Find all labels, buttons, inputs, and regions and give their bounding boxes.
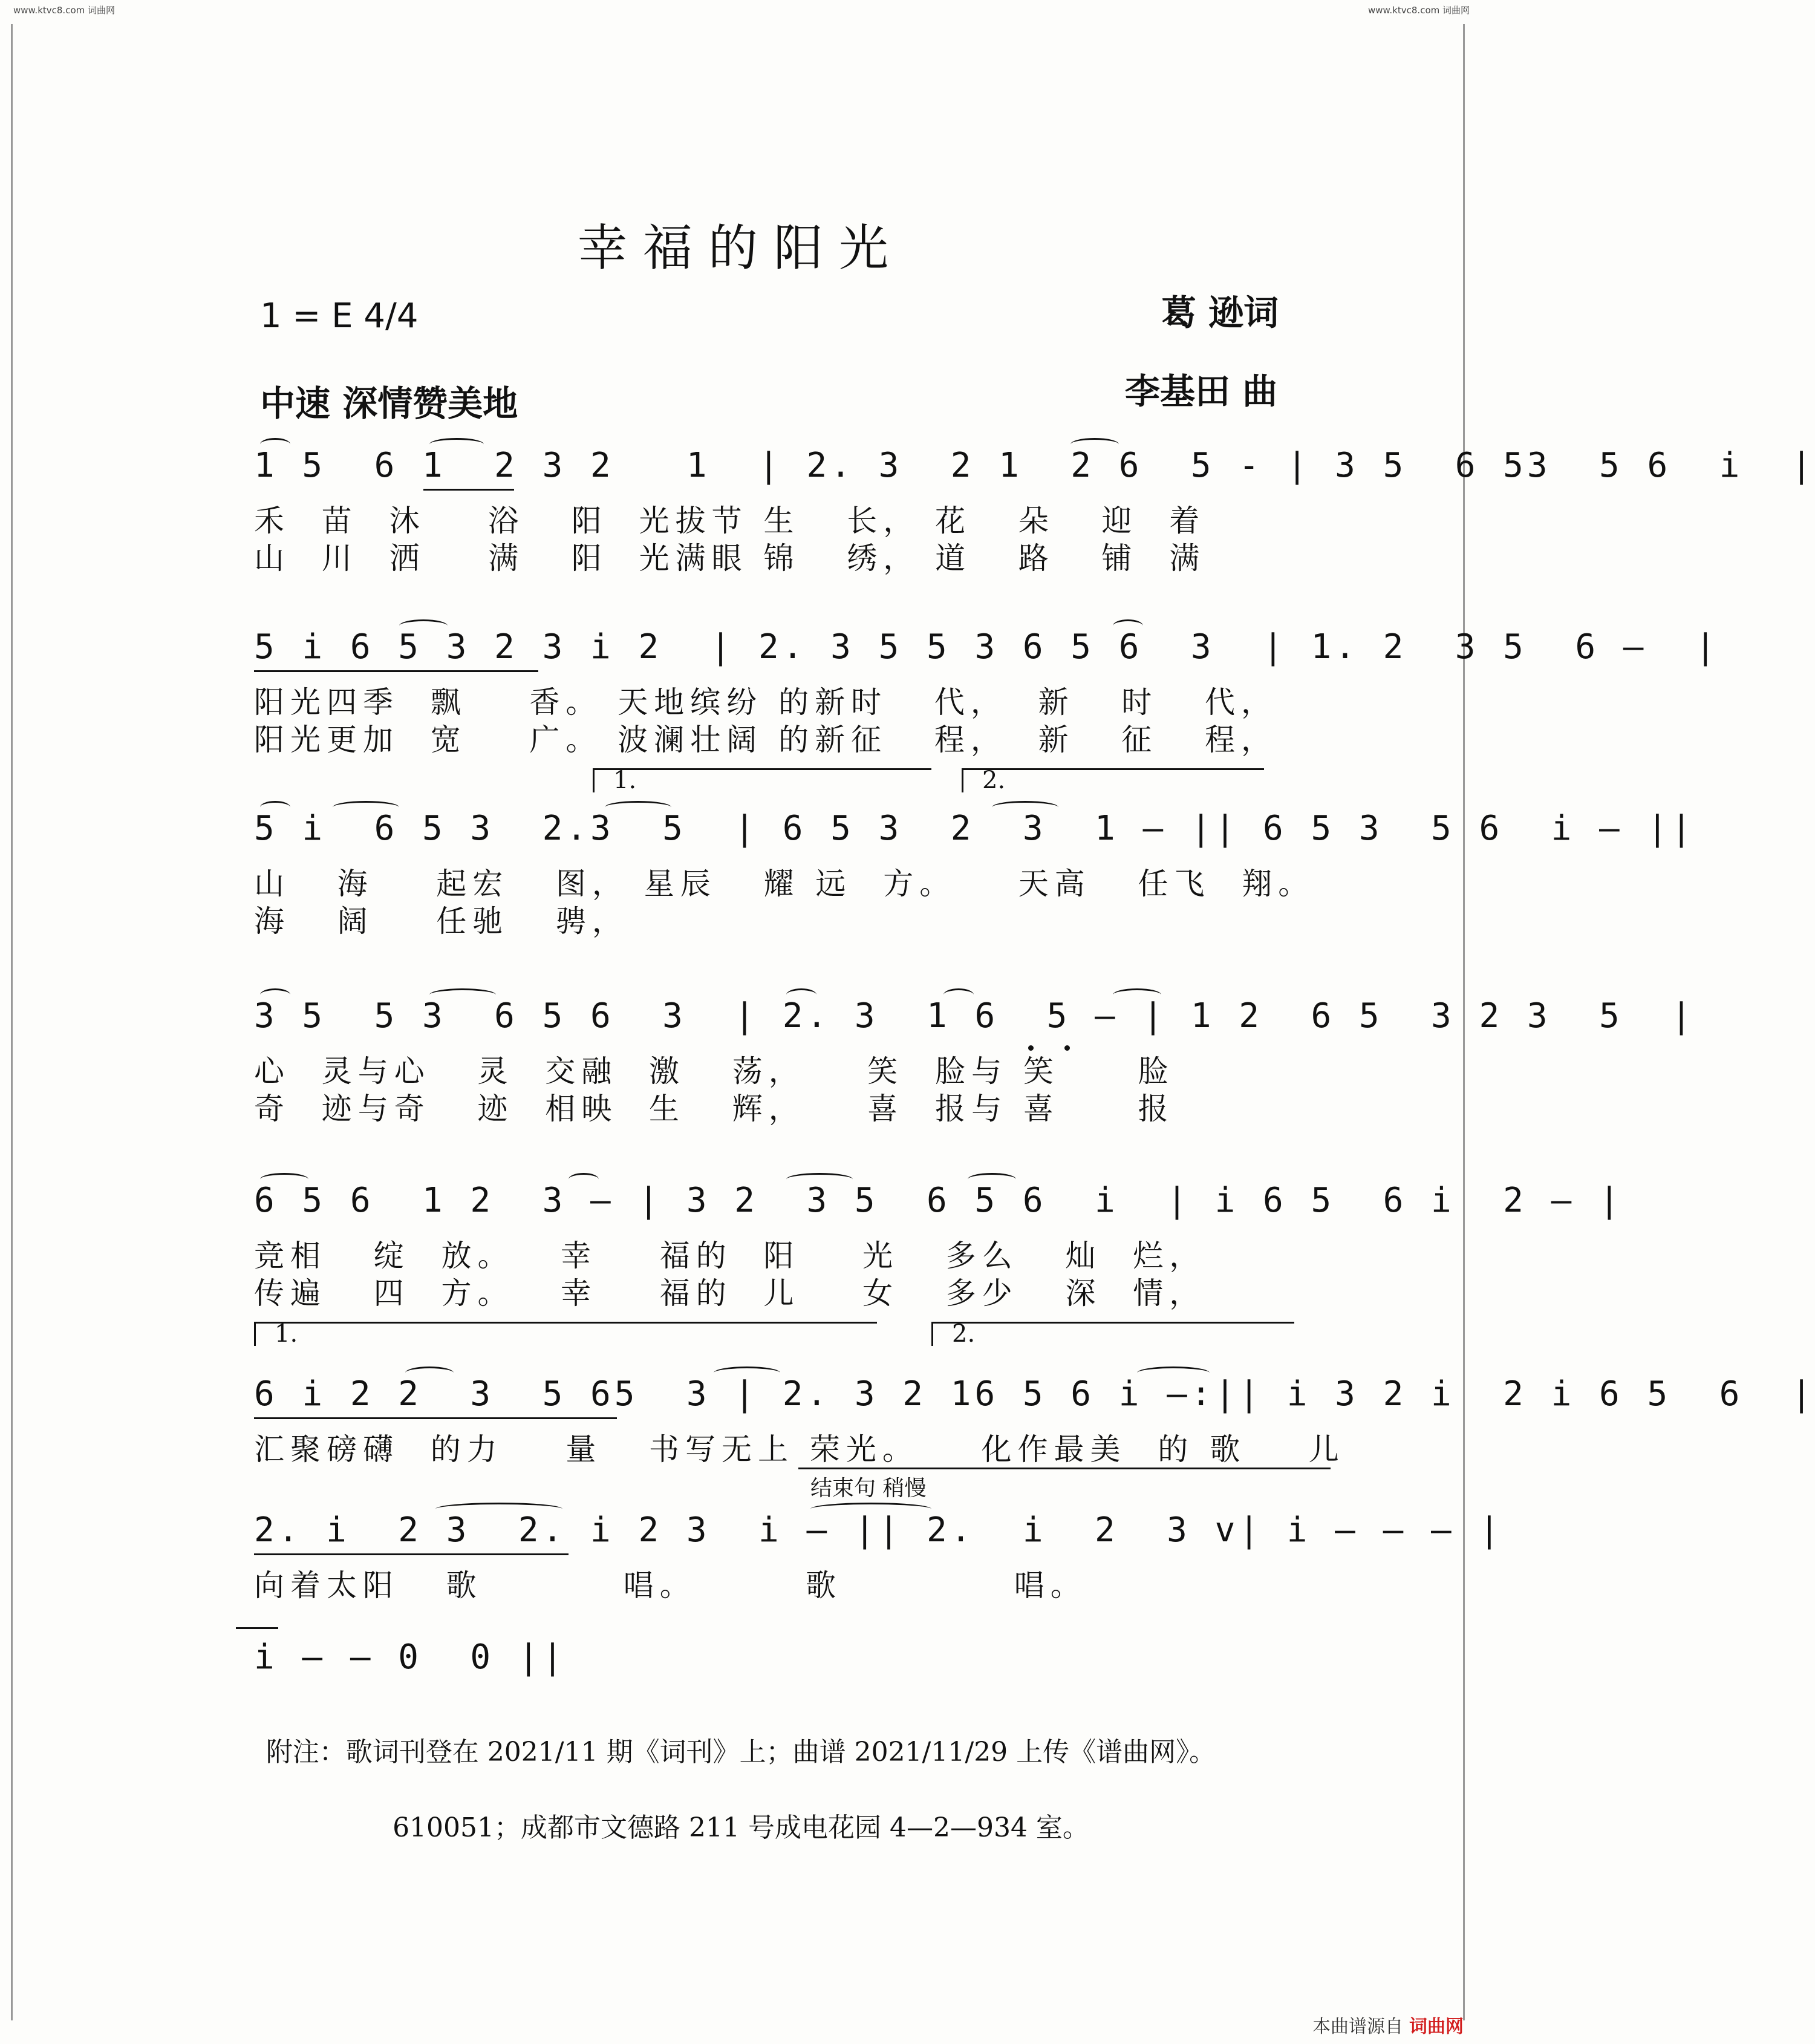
footnote-address: 610051；成都市文德路 211 号成电花园 4—2—934 室。 — [393, 1812, 1089, 1843]
score-system-4 — [254, 992, 1695, 1174]
octave-dot — [1028, 1045, 1034, 1051]
notation-line: 1 5 6 1 2 3 2 1 | 2. 3 2 1 2 6 5 - | 3 5 6 53 5 6 i | — [254, 446, 1815, 485]
slur — [260, 988, 290, 1001]
volta-bracket-2 — [962, 766, 1264, 794]
slur — [405, 1366, 454, 1379]
coda-bracket — [798, 1468, 1331, 1469]
slur — [429, 438, 484, 451]
volta-number: 1. — [613, 766, 637, 794]
slur — [569, 1173, 599, 1186]
score-system-2 — [254, 623, 1719, 805]
volta-bracket-1 — [254, 1320, 877, 1348]
slur — [943, 988, 974, 1001]
slur — [1113, 619, 1143, 632]
slur — [333, 801, 399, 814]
lyrics-verse-1: 竞相 绽 放。 幸 福的 阳 光 多么 灿 烂， — [254, 1238, 1206, 1273]
slur — [260, 801, 290, 814]
score-system-8 — [254, 1633, 1294, 1815]
corner-watermark-left: www.ktvc8.com 词曲网 — [13, 5, 116, 16]
lyrics-verse-2: 阳光更加 宽 广。 波澜壮阔 的新征 程， 新 征 程， — [254, 722, 1277, 757]
score-system-1 — [254, 442, 1815, 623]
notation-line: 6 i 2 2 3 5 65 3 | 2. 3 2 16 5 6 i —:|| i 3 2 i 2 i 6 5 6 | — [254, 1374, 1815, 1414]
song-title: 幸福的阳光 — [577, 220, 904, 277]
volta-number: 2. — [982, 766, 1006, 794]
composer: 李基田 曲 — [1125, 371, 1278, 412]
tempo-marking: 中速 深情赞美地 — [260, 383, 518, 424]
watermark-label: 本曲谱源自 — [1312, 2016, 1403, 2037]
lyricist: 葛 逊词 — [1161, 292, 1279, 333]
volta-number: 1. — [275, 1320, 298, 1348]
slur — [260, 438, 290, 451]
slur — [260, 1173, 308, 1186]
notation-line: 5 i 6 5 3 2 3 i 2 | 2. 3 5 5 3 6 5 6 3 | 1. 2 3 5 6 — | — [254, 627, 1719, 667]
slur — [968, 1173, 1016, 1186]
lyrics-verse-2: 传遍 四 方。 幸 福的 儿 女 多少 深 情， — [254, 1276, 1206, 1311]
slur — [1113, 988, 1161, 1001]
lyrics-line: 汇聚磅礴 的力 量 书写无上 荣光。 化作最美 的 歌 儿 — [254, 1432, 1345, 1467]
slur — [810, 1503, 931, 1515]
corner-watermark-right: www.ktvc8.com 词曲网 — [1368, 5, 1470, 16]
lyrics-verse-2: 海 阔 任驰 骋， — [254, 904, 628, 939]
lyrics-verse-1: 禾 苗 沐 浴 阳 光拔节 生 长， 花 朵 迎 着 — [254, 503, 1206, 538]
slur — [992, 801, 1058, 814]
volta-number: 2. — [952, 1320, 976, 1348]
coda-label: 结束句 稍慢 — [810, 1476, 927, 1501]
beam-underline — [423, 489, 514, 491]
slur — [786, 988, 816, 1001]
notation-line: 6 5 6 1 2 3 — | 3 2 3 5 6 5 6 i | i 6 5 6 i 2 — | — [254, 1181, 1623, 1220]
slur — [714, 1366, 780, 1379]
lyrics-verse-1: 阳光四季 飘 香。 天地缤纷 的新时 代， 新 时 代， — [254, 685, 1277, 720]
key-signature: 1 = E 4/4 — [260, 296, 419, 336]
notation-line: 2. i 2 3 2. i 2 3 i — || 2. i 2 3 v| i — — — | — [254, 1510, 1504, 1550]
octave-dot — [1064, 1045, 1070, 1051]
slur — [605, 801, 671, 814]
slur — [429, 988, 496, 1001]
slur — [399, 619, 448, 632]
watermark-brand: 词曲网 — [1409, 2016, 1464, 2037]
notation-line: 5 i 6 5 3 2.3 5 | 6 5 3 2 3 1 — || 6 5 3 5 6 i — || — [254, 809, 1695, 848]
notation-line: i — — 0 0 || — [254, 1637, 567, 1677]
volta-bracket-1 — [593, 766, 931, 794]
score-system-5 — [254, 1177, 1623, 1358]
beam-underline — [254, 670, 538, 672]
score-system-3 — [254, 805, 1695, 986]
volta-bracket-2 — [931, 1320, 1294, 1348]
slur — [786, 1173, 853, 1186]
beam-underline — [254, 1417, 617, 1419]
slur — [1070, 438, 1119, 451]
lyrics-verse-2: 奇 迹与奇 迹 相映 生 辉， 喜 报与 喜 报 — [254, 1091, 1175, 1126]
beam-underline — [254, 1553, 569, 1555]
lyrics-verse-1: 心 灵与心 灵 交融 激 荡， 笑 脸与 笑 脸 — [254, 1054, 1175, 1089]
lyrics-verse-2: 山 川 洒 满 阳 光满眼 锦 绣， 道 路 铺 满 — [254, 541, 1206, 576]
tie-line — [236, 1627, 278, 1629]
notation-line: 3 5 5 3 6 5 6 3 | 2. 3 1 6 5 — | 1 2 6 5 3 2 3 5 | — [254, 996, 1695, 1036]
lyrics-verse-1: 山 海 起宏 图， 星辰 耀 远 方。 天高 任飞 翔。 — [254, 866, 1315, 901]
slur — [435, 1503, 562, 1515]
footnote-publication: 附注：歌词刊登在 2021/11 期《词刊》上；曲谱 2021/11/29 上传《谱曲网》。 — [266, 1737, 1216, 1768]
slur — [1137, 1366, 1210, 1379]
lyrics-line: 向着太阳 歌 唱。 歌 唱。 — [254, 1568, 1087, 1603]
